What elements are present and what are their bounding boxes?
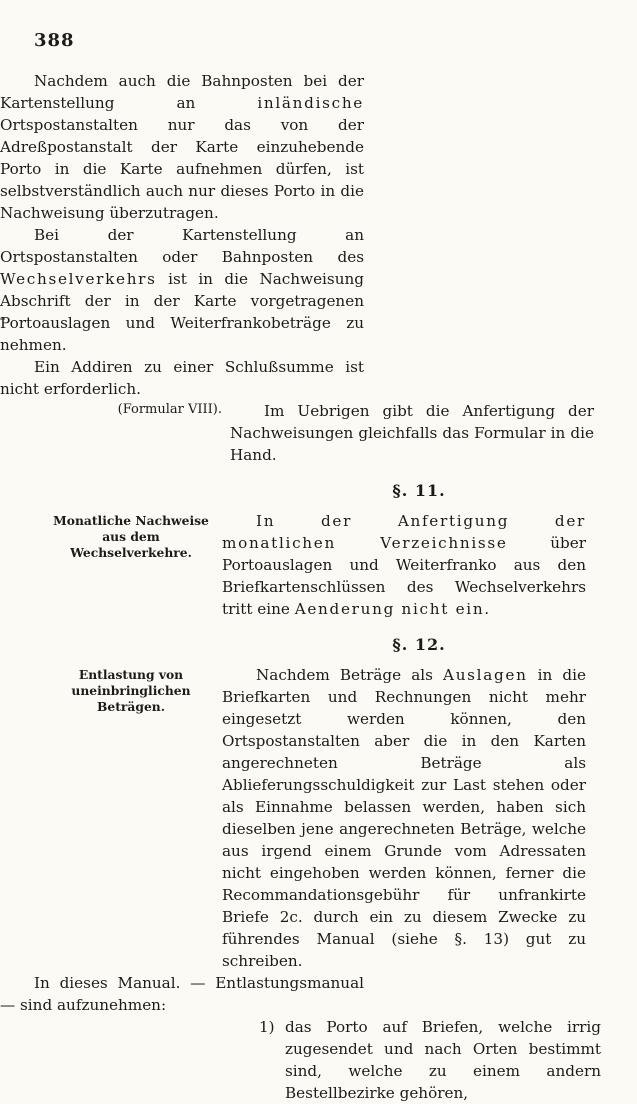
margin-note-formular-viii: (Formular VIII). [117,402,222,417]
list-item-1 [237,1016,601,1104]
paragraph-bahnposten: Nachdem auch die Bahnposten bei der Kartenstellung an inländische Ortspostanstalten nur das von der Adreßpostanstalt der Karte einzuhebende Porto in die Karte aufnehmen dürfen, ist selbstverständlich auch nur dieses Porto in die Nachweisung überzutragen. [0,72,364,222]
row-section-11 [0,510,637,620]
section-heading-11: §. 11. [392,481,446,500]
margin-note-monatliche-nachweise: Monatliche Nachweise aus dem Wechselverkehre. [53,513,209,560]
paragraph-uebrigen: Im Uebrigen gibt die Anfertigung der Nachweisungen gleichfalls das Formular in die Hand. [230,402,594,464]
page-number: 388 [34,30,75,51]
section-heading-12: §. 12. [392,635,446,654]
list-item-1-marker: 1) [259,1018,275,1036]
paragraph-section-12: Nachdem Beträge als Auslagen in die Briefkarten und Rechnungen nicht mehr eingesetzt werden können, den Ortspostanstalten aber die in den Karten angerechneten Beträge als Ablieferungsschuldigkeit zur Last stehen oder als Einnahme belassen werden, haben sich dieselben jene angerechneten Beträge, welche aus irgend einem Grunde vom Adressaten nicht eingehoben werden können, ferner die Recommandationsgebühr für unfrankirte Briefe 2c. durch ein zu diesem Zwecke zu führendes Manual (siehe §. 13) gut zu schreiben. [222,666,586,970]
paragraph-section-11: In der Anfertigung der monatlichen Verzeichnisse über Portoauslagen und Weiterfranko aus den Briefkartenschlüssen des Wechselverkehrs tritt eine Aenderung nicht ein. [222,512,586,618]
paragraph-kartenstellung: Bei der Kartenstellung an Ortspostanstalten oder Bahnposten des Wechselverkehrs ist in die Nachweisung Abschrift der in der Karte vorgetragenen Portoauslagen und Weiterfrankobeträge zu nehmen. [0,226,364,354]
row-section-12 [0,664,637,972]
row-formular [0,400,637,466]
list-item-1-text: das Porto auf Briefen, welche irrig zugesendet und nach Orten bestimmt sind, welche zu einem andern Bestellbezirke gehören, [285,1018,601,1102]
margin-note-entlastung: Entlastung von uneinbringlichen Beträgen. [71,667,191,714]
paragraph-addiren: Ein Addiren zu einer Schlußsumme ist nicht erforderlich. [0,358,364,398]
paragraph-manual: In dieses Manual. — Entlastungsmanual — sind aufzunehmen: [0,974,364,1014]
page-content [0,70,637,1104]
